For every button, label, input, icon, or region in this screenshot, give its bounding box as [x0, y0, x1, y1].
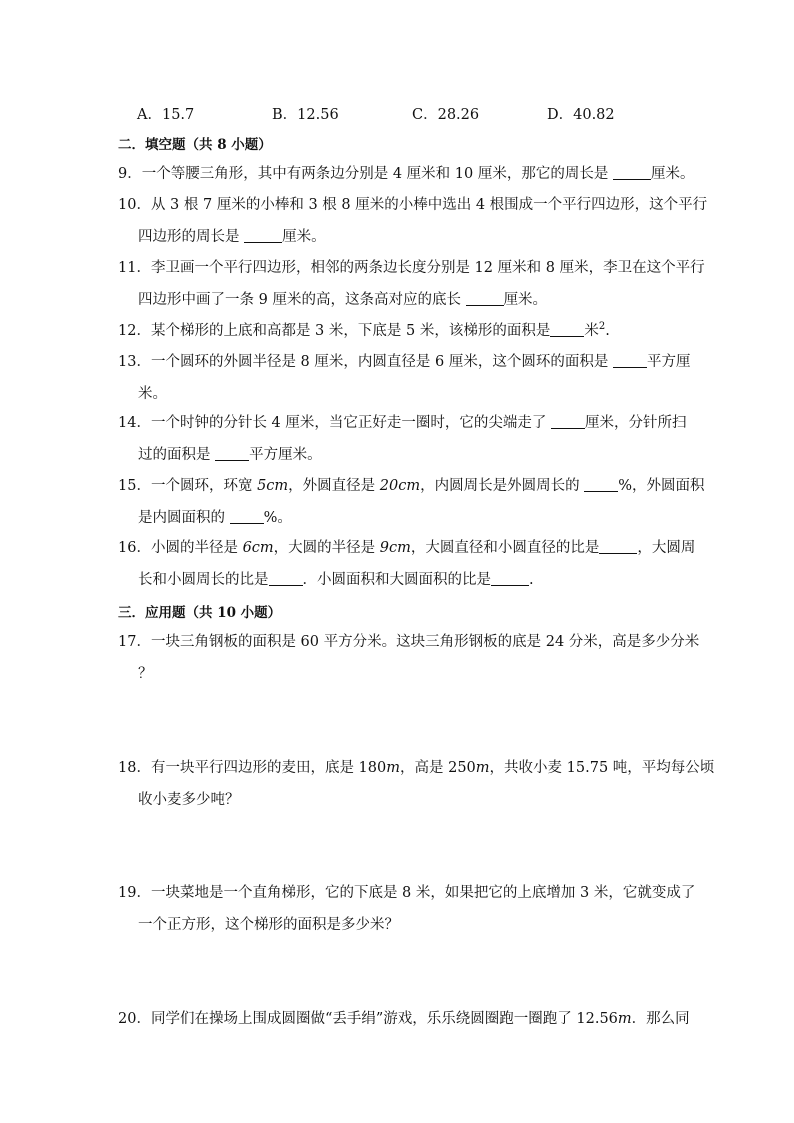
question-19 [118, 883, 696, 935]
question-text: ，共收小麦 15.75 吨，平均每公顷 [489, 760, 715, 776]
question-18 [118, 758, 715, 810]
question-text: ，高是 250 [400, 760, 476, 776]
value-text: 9cm [379, 540, 411, 556]
question-text: ，内圆周长是外圆周长的 [420, 478, 585, 494]
question-number: 17． [118, 634, 151, 650]
question-17 [118, 632, 700, 684]
value-text: 6cm [242, 540, 274, 556]
question-text: 某个梯形的上底和高都是 3 米，下底是 5 米，该梯形的面积是 [150, 323, 551, 339]
question-number: 12． [118, 323, 151, 339]
question-number: 19． [118, 885, 151, 901]
question-text: %，外圆面积 [618, 478, 705, 494]
question-text: 一个等腰三角形，其中有两条边分别是 4 厘米和 10 厘米，那它的周长是 [141, 166, 613, 182]
answer-blank [244, 228, 282, 243]
answer-blank [551, 414, 585, 429]
answer-blank [584, 477, 618, 492]
question-number: 16． [118, 540, 151, 556]
question-text: 过的面积是 [138, 447, 216, 463]
answer-blank [215, 446, 249, 461]
question-text: 长和小圆周长的比是 [138, 572, 269, 588]
option-a: A．15.7 [137, 107, 195, 123]
question-text: 厘米，分针所扫 [585, 415, 687, 431]
question-text: ，大圆周 [637, 540, 696, 556]
question-text: 有一块平行四边形的麦田，底是 180 [150, 760, 387, 776]
question-text: ？ [138, 666, 153, 682]
period-text: . [605, 323, 610, 339]
question-number: 13． [118, 354, 151, 370]
question-text: ，外圆直径是 [288, 478, 380, 494]
question-number: 15． [118, 478, 151, 494]
period-text: . [529, 572, 534, 588]
question-text: 一个时钟的分针长 4 厘米，当它正好走一圈时，它的尖端走了 [150, 415, 552, 431]
question-text: 小圆的半径是 [150, 540, 243, 556]
unit-text: %。 [263, 510, 292, 526]
question-number: 18． [118, 760, 151, 776]
question-text: ．小圆面积和大圆面积的比是 [302, 572, 491, 588]
superscript: 2 [598, 321, 606, 332]
question-10 [118, 195, 708, 247]
question-text: 李卫画一个平行四边形，相邻的两条边长度分别是 12 厘米和 8 厘米，李卫在这个平行 [150, 260, 705, 276]
section-title-application: 三．应用题（共 10 小题） [118, 605, 282, 621]
section-title-fill-blank: 二．填空题（共 8 小题） [118, 137, 272, 153]
question-14 [118, 413, 687, 465]
question-text: 一个圆环的外圆半径是 8 厘米，内圆直径是 6 厘米，这个圆环的面积是 [150, 354, 613, 370]
unit-text: m [617, 1011, 632, 1027]
question-text: ，大圆直径和小圆直径的比是 [410, 540, 600, 556]
question-9 [118, 164, 695, 184]
question-text: 米。 [138, 386, 167, 402]
question-15 [118, 476, 705, 528]
question-13 [118, 352, 691, 404]
answer-blank [613, 353, 647, 368]
option-d: D．40.82 [547, 107, 615, 123]
question-text: 是内圆面积的 [138, 510, 230, 526]
question-number: 14． [118, 415, 151, 431]
unit-text: m [475, 760, 490, 776]
option-b: B．12.56 [272, 107, 339, 123]
unit-text: 米 [584, 323, 599, 339]
answer-blank [599, 539, 637, 554]
answer-blank [491, 571, 529, 586]
answer-blank [466, 291, 504, 306]
unit-text: 厘米。 [650, 166, 695, 182]
question-text: 四边形的周长是 [138, 229, 245, 245]
value-text: 20cm [379, 478, 421, 494]
question-11 [118, 258, 705, 310]
question-number: 10． [118, 197, 151, 213]
question-text: 一块三角钢板的面积是 60 平方分米。这块三角形钢板的底是 24 分米，高是多少分米 [150, 634, 700, 650]
answer-blank [613, 165, 651, 180]
unit-text: 厘米。 [282, 229, 326, 245]
question-text: 一块菜地是一个直角梯形，它的下底是 8 米，如果把它的上底增加 3 米，它就变成了 [150, 885, 696, 901]
unit-text: 厘米。 [503, 292, 548, 308]
answer-blank [269, 571, 303, 586]
question-16 [118, 538, 696, 590]
question-12 [118, 321, 678, 341]
option-c: C．28.26 [412, 107, 480, 123]
answer-blank [550, 322, 584, 337]
question-text: 一个圆环，环宽 [150, 478, 258, 494]
choice-options [0, 103, 794, 123]
question-text: 收小麦多少吨？ [138, 792, 240, 808]
question-text: ．那么同 [631, 1011, 690, 1027]
question-number: 20． [118, 1011, 151, 1027]
value-text: 5cm [257, 478, 289, 494]
question-text: 四边形中画了一条 9 厘米的高，这条高对应的底长 [138, 292, 466, 308]
question-text: 从 3 根 7 厘米的小棒和 3 根 8 厘米的小棒中选出 4 根围成一个平行四边形，这个平行 [150, 197, 708, 213]
question-text: 一个正方形，这个梯形的面积是多少米？ [138, 917, 399, 933]
question-number: 11． [118, 260, 151, 276]
unit-text: 平方厘米。 [249, 447, 322, 463]
question-text: 同学们在操场上围成圆圈做“丢手绢”游戏，乐乐绕圆圈跑一圈跑了 12.56 [150, 1011, 618, 1027]
unit-text: 平方厘 [646, 354, 691, 370]
answer-blank [230, 509, 264, 524]
question-text: ，大圆的半径是 [273, 540, 380, 556]
question-number: 9． [118, 166, 142, 182]
question-20 [118, 1009, 690, 1029]
unit-text: m [386, 760, 400, 776]
